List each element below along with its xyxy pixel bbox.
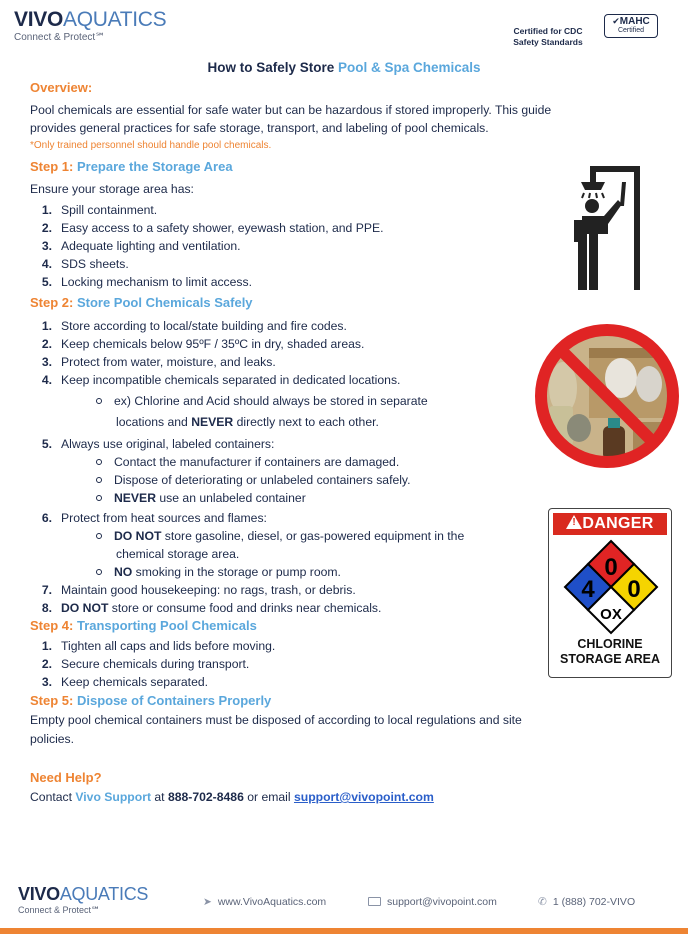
mahc-label: MAHC — [619, 16, 650, 27]
list-item: 4. SDS sheets. — [41, 257, 129, 271]
step4-title: Transporting Pool Chemicals — [76, 618, 257, 633]
list-item: 3. Adequate lighting and ventilation. — [41, 239, 241, 253]
footer-website[interactable]: ➤ www.VivoAquatics.com — [203, 896, 327, 908]
safety-shower-icon — [568, 160, 646, 292]
check-icon: ✔ — [612, 16, 620, 26]
sub-list-item-cont: locations and NEVER directly next to each other. — [116, 415, 379, 429]
nfpa-diamond — [563, 539, 659, 635]
list-item: 1. Spill containment. — [41, 203, 158, 217]
list-item: 6. Protect from heat sources and flames: — [41, 511, 267, 525]
logo-tagline: Connect & Protect℠ — [14, 32, 106, 43]
bullet-icon — [96, 569, 102, 575]
cert-line-1: Certified for CDC — [513, 26, 583, 36]
sub-list-item: Contact the manufacturer if containers are damaged. — [30, 453, 464, 471]
sub-list-item: NO smoking in the storage or pump room. — [30, 563, 464, 581]
step1-label: Step 1: — [30, 159, 74, 174]
sub-list-item: Dispose of deteriorating or unlabeled containers safely. — [30, 471, 464, 489]
nfpa-flammability: 4 — [581, 576, 595, 603]
list-item: 5. Always use original, labeled containers: — [41, 437, 275, 451]
cert-text — [505, 26, 591, 48]
header-logo[interactable] — [14, 8, 166, 43]
bullet-icon — [96, 477, 102, 483]
sub-list-item: DO NOT store gasoline, diesel, or gas-powered equipment in the — [30, 527, 464, 545]
warning-icon: ! — [566, 515, 582, 529]
footer-phone[interactable]: ✆ 1 (888) 702-VIVO — [538, 896, 636, 908]
overview-note: *Only trained personnel should handle pool chemicals. — [30, 140, 272, 151]
step1-intro: Ensure your storage area has: — [30, 182, 194, 196]
help-text: Contact Vivo Support at 888-702-8486 or email support@vivopoint.com — [30, 790, 434, 804]
step4-label: Step 4: — [30, 618, 74, 633]
help-phone[interactable]: 888-702-8486 — [167, 790, 244, 804]
step4-list — [30, 637, 275, 691]
bullet-icon — [96, 495, 102, 501]
overview-line-1: Pool chemicals are essential for safe water but can be hazardous if stored improperly. This guide — [30, 103, 552, 117]
logo-light: AQUATICS — [62, 8, 167, 31]
no-mixed-storage-icon — [529, 318, 685, 474]
mahc-sub: Certified — [617, 27, 645, 34]
step5-title: Dispose of Containers Properly — [76, 693, 272, 708]
cert-line-2: Safety Standards — [513, 37, 583, 47]
step2-title: Store Pool Chemicals Safely — [76, 295, 253, 310]
title-prefix: How to Safely Store — [207, 60, 338, 75]
footer-email[interactable]: support@vivopoint.com — [368, 896, 497, 908]
list-item: 2. Easy access to a safety shower, eyewash station, and PPE. — [41, 221, 384, 235]
list-item: 3. Keep chemicals separated. — [41, 675, 209, 689]
send-icon: ➤ — [203, 896, 212, 908]
support-link[interactable]: Vivo Support — [75, 790, 152, 804]
step2-heading — [30, 295, 253, 310]
nfpa-special: OX — [600, 606, 622, 623]
step5-label: Step 5: — [30, 693, 74, 708]
step2-label: Step 2: — [30, 295, 74, 310]
list-item: 7. Maintain good housekeeping: no rags, trash, or debris. — [41, 583, 356, 597]
sub-list-item: ex) Chlorine and Acid should always be stored in separate — [30, 392, 464, 410]
sub-list-item-cont: chemical storage area. — [116, 547, 240, 561]
overview-heading: Overview: — [30, 80, 93, 95]
list-item: 5. Locking mechanism to limit access. — [41, 275, 253, 289]
bullet-icon — [96, 533, 102, 539]
list-item: 2. Keep chemicals below 95ºF / 35ºC in dry, shaded areas. — [41, 337, 365, 351]
mahc-badge — [604, 14, 658, 38]
help-heading: Need Help? — [30, 770, 102, 785]
step1-heading — [30, 159, 233, 174]
bullet-icon — [96, 459, 102, 465]
step2-list — [30, 317, 464, 617]
nfpa-instability: 0 — [627, 576, 641, 603]
danger-banner: ! DANGER — [553, 513, 667, 535]
list-item: 3. Protect from water, moisture, and leaks. — [41, 355, 276, 369]
step1-title: Prepare the Storage Area — [76, 159, 233, 174]
danger-label: CHLORINE STORAGE AREA — [559, 637, 660, 666]
footer-accent-bar — [0, 928, 688, 934]
phone-icon: ✆ — [538, 896, 547, 908]
step5-line-1: Empty pool chemical containers must be disposed of according to local regulations and site — [30, 713, 522, 727]
nfpa-health: 0 — [604, 554, 618, 581]
step5-heading — [30, 693, 271, 708]
step1-list — [30, 201, 383, 291]
help-email-link[interactable]: support@vivopoint.com — [293, 790, 434, 804]
mail-icon — [368, 897, 381, 906]
step5-line-2: policies. — [30, 732, 75, 746]
footer-logo[interactable]: VIVOAQUATICS Connect & Protect℠ — [18, 884, 149, 915]
list-item: 8. DO NOT store or consume food and drinks near chemicals. — [41, 601, 382, 615]
list-item: 1. Tighten all caps and lids before moving. — [41, 639, 276, 653]
bullet-icon — [96, 398, 102, 404]
title-highlight: Pool & Spa Chemicals — [337, 60, 481, 75]
sub-list-item: NEVER use an unlabeled container — [30, 489, 464, 507]
page-title — [0, 60, 688, 75]
logo-bold: VIVO — [14, 8, 63, 31]
list-item: 4. Keep incompatible chemicals separated in dedicated locations. — [41, 373, 401, 387]
danger-sign — [548, 508, 672, 678]
list-item: 2. Secure chemicals during transport. — [41, 657, 250, 671]
step4-heading — [30, 618, 257, 633]
list-item: 1. Store according to local/state building and fire codes. — [41, 319, 347, 333]
overview-line-2: provides general practices for safe storage, transport, and labeling of pool chemicals. — [30, 121, 489, 135]
